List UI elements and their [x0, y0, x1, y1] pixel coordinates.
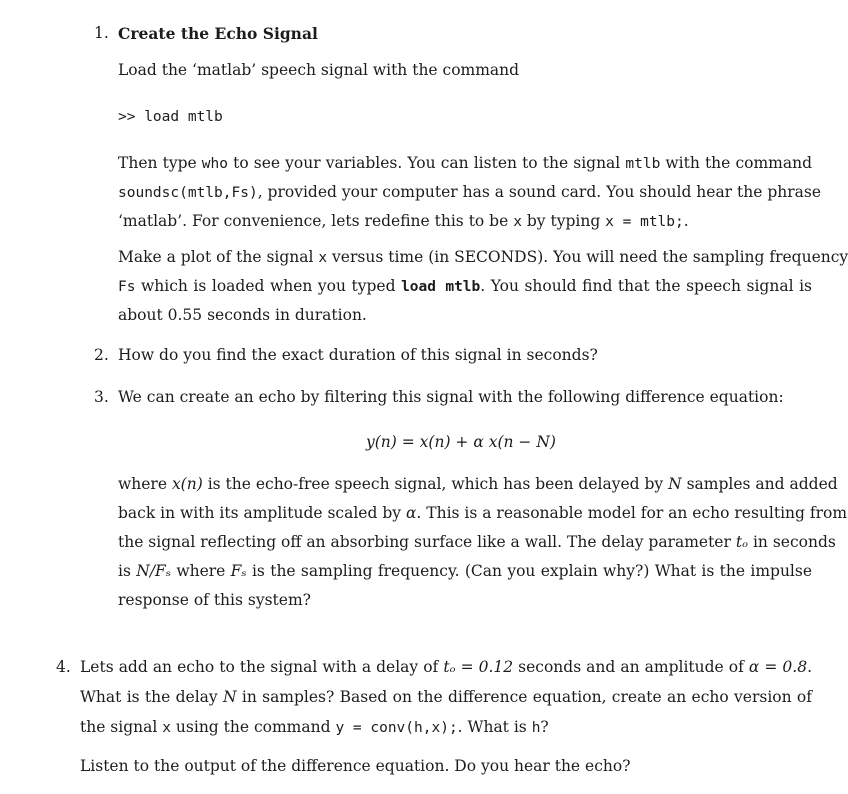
section-3-text: We can create an echo by filtering this signal with the following difference equation: — [118, 388, 784, 406]
section-1-p2-line2: Fs which is loaded when you typed load mtlb. You should find that the speech signal is — [118, 277, 812, 295]
section-1-p1-line2: soundsc(mtlb,Fs), provided your computer has a sound card. You should hear the phrase — [118, 183, 822, 201]
section-4-line3: the signal x using the command y = conv(h,x);. What is h? — [80, 718, 549, 736]
code-who: who — [201, 156, 228, 172]
section-1-number: 1. — [94, 24, 109, 42]
code-x-assign: x = mtlb; — [605, 214, 684, 230]
code-load-mtlb: load mtlb — [401, 279, 481, 295]
section-2-number: 2. — [94, 346, 109, 364]
section-4-number: 4. — [56, 658, 71, 676]
section-3-body-line5: response of this system? — [118, 591, 311, 609]
code-h: h — [531, 720, 541, 736]
section-1-p1-line1: Then type who to see your variables. You can listen to the signal mtlb with the command — [118, 154, 812, 172]
code-fs: Fs — [118, 279, 136, 295]
section-1-p2-line3: about 0.55 seconds in duration. — [118, 306, 367, 324]
section-3-body-line4: is N/Fₛ where Fₛ is the sampling frequency. (Can you explain why?) What is the impulse — [118, 562, 813, 580]
code-x: x — [318, 250, 328, 266]
code-conv: y = conv(h,x); — [335, 720, 458, 736]
section-1-p1-line3: ‘matlab’. For convenience, lets redefine this to be x by typing x = mtlb;. — [118, 212, 689, 230]
section-1-intro: Load the ‘matlab’ speech signal with the command — [118, 61, 520, 79]
code-x: x — [162, 720, 171, 736]
section-2-text: How do you find the exact duration of this signal in seconds? — [118, 346, 598, 364]
section-4-line1: Lets add an echo to the signal with a delay of tₒ = 0.12 seconds and an amplitude of α = 0.8. — [80, 658, 812, 676]
section-4-line4: Listen to the output of the difference equation. Do you hear the echo? — [80, 757, 631, 775]
code-x: x — [513, 214, 522, 230]
command-load-mtlb: >> load mtlb — [118, 109, 223, 125]
code-soundsc: soundsc(mtlb,Fs) — [118, 185, 258, 201]
section-3-number: 3. — [94, 388, 109, 406]
section-3-body-line1: where x(n) is the echo-free speech signal, which has been delayed by N samples and added — [118, 475, 838, 493]
difference-equation: y(n) = x(n) + α x(n − N) — [366, 433, 556, 451]
section-4-line2: What is the delay N in samples? Based on the difference equation, create an echo version of — [80, 688, 812, 706]
section-3-body-line2: back in with its amplitude scaled by α. This is a reasonable model for an echo resulting from — [118, 504, 848, 522]
section-1-p2-line1: Make a plot of the signal x versus time (in SECONDS). You will need the sampling frequency — [118, 248, 848, 266]
section-3-body-line3: the signal reflecting off an absorbing surface like a wall. The delay parameter tₒ in seconds — [118, 533, 836, 551]
code-mtlb: mtlb — [625, 156, 661, 172]
section-1-title: Create the Echo Signal — [118, 24, 318, 43]
